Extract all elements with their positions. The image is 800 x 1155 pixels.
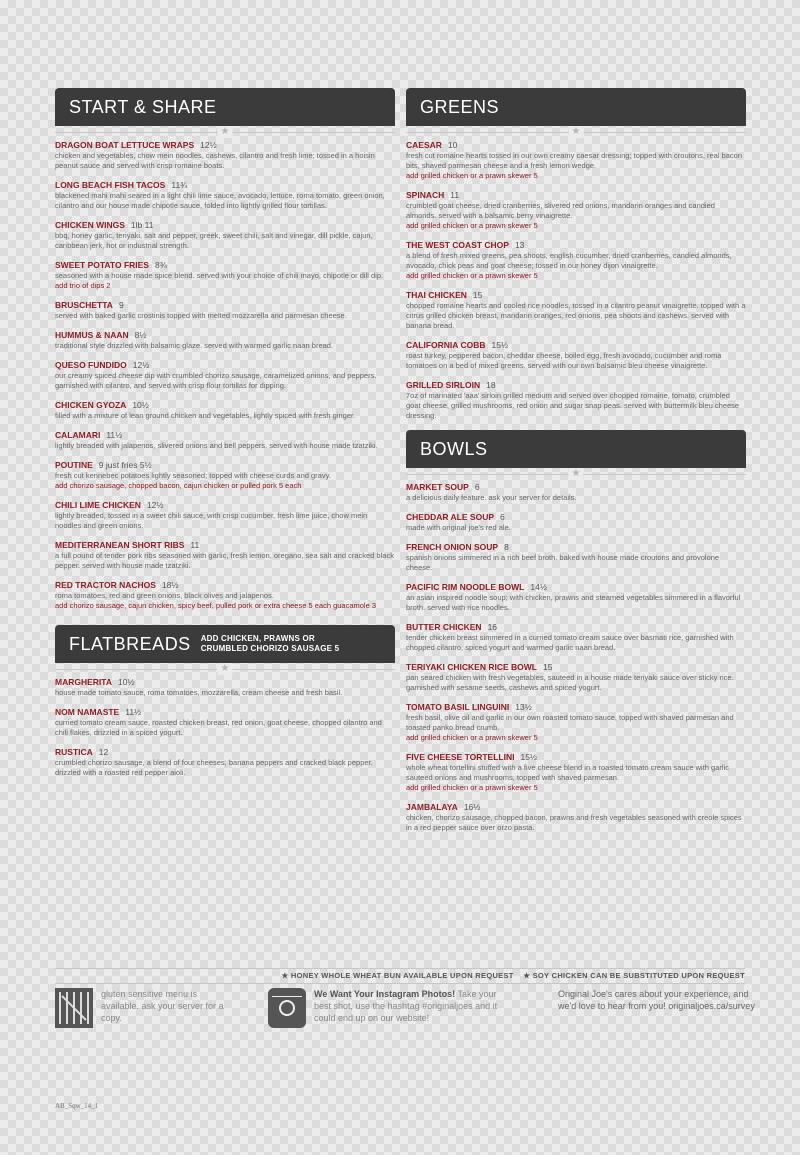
menu-item (55, 540, 395, 571)
menu-item-price: 10½ (132, 400, 149, 410)
menu-item-head (55, 747, 395, 758)
menu-item-price: 18 (486, 380, 496, 390)
menu-item-description: lightly breaded with jalapenos, slivered onions and bell peppers. served with house made tzatziki. (55, 441, 378, 450)
flatbreads-subtitle (201, 634, 340, 654)
star-icon: ★ (569, 468, 584, 480)
menu-item-description: bbq, honey garlic, teriyaki, salt and pepper, greek, sweet chili, salt and vinegar, dill pickle, cajun, caribbean jerk, hot or industrial strength. (55, 231, 373, 250)
menu-item-description: roma tomatoes, red and green onions, black olives and jalapenos. (55, 591, 274, 600)
menu-item-name: THAI CHICKEN (406, 290, 467, 300)
menu-item-head (406, 240, 746, 251)
menu-item-price: 11¾ (171, 180, 188, 190)
menu-item-description: crumbled goat cheese, dried cranberries, slivered red onions, mandarin oranges and candied almonds. served with a balsamic berry vinaigrette. (406, 201, 715, 220)
menu-item-head (55, 400, 395, 411)
start-share-header (55, 88, 395, 126)
menu-item-description: a blend of fresh mixed greens, pea shoots, english cucumber, dried cranberries, candied almonds, avocado, chick peas and goat cheese; tossed in our honey dijon vinaigrette. (406, 251, 732, 270)
menu-item-price: 6 (500, 512, 505, 522)
star-icon: ★ (218, 126, 233, 138)
menu-item (55, 300, 395, 321)
menu-page (40, 88, 760, 1138)
menu-item-price: 8 (504, 542, 509, 552)
menu-item-head (406, 702, 746, 713)
menu-item-head (55, 360, 395, 371)
right-column (406, 88, 746, 842)
menu-item-name: CHEDDAR ALE SOUP (406, 512, 494, 522)
instagram-icon (268, 988, 306, 1028)
menu-item-description: tender chicken breast simmered in a curried tomato cream sauce over basmati rice, garnished with chopped cilantro, spiced yogurt and warmed garlic naan bread. (406, 633, 734, 652)
greens-title: GREENS (420, 96, 500, 117)
menu-item (406, 702, 746, 743)
bowls-header (406, 430, 746, 468)
instagram-text: Take your best shot, use the hashtag #originaljoes and it could end up on our website! (314, 989, 498, 1023)
menu-item-name: DRAGON BOAT LETTUCE WRAPS (55, 140, 195, 150)
menu-item-addon: add chorizo sausage, chopped bacon, cajun chicken or pulled pork 5 each (55, 481, 302, 490)
menu-item (55, 330, 395, 351)
menu-item-head (406, 512, 746, 523)
flatbreads-subtitle-line2: CRUMBLED CHORIZO SAUSAGE 5 (200, 644, 340, 653)
menu-item-head (406, 290, 746, 301)
menu-item-head (406, 542, 746, 553)
menu-item (55, 580, 395, 611)
menu-item-addon: add grilled chicken or a prawn skewer 5 (406, 733, 538, 742)
greens-header (406, 88, 746, 126)
menu-item (406, 512, 746, 533)
menu-item-description: seasoned with a house made spice blend. served with your choice of chili mayo, chipotle or dill dip. (55, 271, 384, 280)
menu-item (55, 707, 395, 738)
menu-item (55, 360, 395, 391)
menu-item-name: RUSTICA (55, 747, 93, 757)
menu-item (55, 180, 395, 211)
menu-item-addon: add grilled chicken or a prawn skewer 5 (406, 221, 538, 230)
menu-item (406, 340, 746, 371)
menu-item-name: TERIYAKI CHICKEN RICE BOWL (406, 662, 537, 672)
menu-item-description: an asian inspired noodle soup; with chicken, prawns and steamed vegetables simmered in a flavorful broth. served with rice noodles. (406, 593, 741, 612)
bowls-title: BOWLS (420, 438, 488, 459)
menu-item-name: THE WEST COAST CHOP (406, 240, 509, 250)
menu-item-name: GRILLED SIRLOIN (406, 380, 481, 390)
menu-item (406, 752, 746, 793)
section-divider (406, 468, 746, 482)
menu-item-price: 11½ (106, 430, 123, 440)
menu-item-head (55, 220, 395, 231)
menu-item-description: chopped romaine hearts and cooled rice noodles, tossed in a cilantro peanut vinaigrette. topped with a citrus grilled chicken breast, mandarin oranges, red onions, pea shoots and cashews. served with banana bread. (406, 301, 746, 330)
menu-item-addon: add chorizo sausage, cajun chicken, spicy beef, pulled pork or extra cheese 5 each guacamole 3 (55, 601, 377, 610)
menu-item-name: JAMBALAYA (406, 802, 458, 812)
menu-item-price: 11 (190, 540, 200, 550)
menu-item-name: MARGHERITA (55, 677, 112, 687)
menu-item-description: 7oz of marinated 'aaa' sirloin grilled medium and served over chopped romaine, tomato, crumbled goat cheese, grilled mushrooms, red onion and sugar snap peas. served with buttermilk bleu cheese dressing. (406, 391, 740, 420)
menu-item-head (406, 752, 746, 763)
menu-item-description: made with original joe's red ale. (406, 523, 511, 532)
menu-item-description: filled with a mixture of lean ground chicken and vegetables, lightly spiced with fresh ginger. (55, 411, 356, 420)
menu-item (406, 622, 746, 653)
menu-item (406, 240, 746, 281)
menu-item-head (406, 380, 746, 391)
menu-item-name: POUTINE (55, 460, 93, 470)
section-divider (406, 126, 746, 140)
menu-item-addon: add grilled chicken or a prawn skewer 5 (406, 171, 538, 180)
menu-item (406, 662, 746, 693)
flatbreads-title: FLATBREADS (69, 633, 191, 654)
menu-item-price: 12½ (132, 360, 150, 370)
menu-item-price: 8½ (134, 330, 147, 340)
menu-item-head (55, 460, 395, 471)
menu-item-head (55, 260, 395, 271)
menu-item-head (406, 582, 746, 593)
menu-item-price: 9 (118, 300, 124, 310)
menu-item-description: fresh cut romaine hearts tossed in our own creamy caesar dressing; topped with croutons, real bacon bits, shaved parmesan cheese and a fresh lemon wedge. (406, 151, 743, 170)
menu-item-description: curried tomato cream sauce, roasted chicken breast, red onion, goat cheese, chopped cilantro and chili flakes, drizzled in a spiced yogurt. (55, 718, 382, 737)
menu-item (406, 542, 746, 573)
menu-item-name: CALIFORNIA COBB (406, 340, 486, 350)
menu-item-price: 10½ (117, 677, 135, 687)
left-column (55, 88, 395, 787)
menu-item-price: 16 (487, 622, 498, 632)
menu-item-description: house made tomato sauce, roma tomatoes, mozzarella, cream cheese and fresh basil. (55, 688, 343, 697)
menu-item (406, 582, 746, 613)
menu-item (55, 500, 395, 531)
menu-item-head (406, 140, 746, 151)
menu-item (55, 460, 395, 491)
menu-item-head (406, 190, 746, 201)
menu-item-price: 9 just fries 5½ (98, 460, 152, 470)
menu-item-price: 15 (472, 290, 483, 300)
menu-item-description: traditional style drizzled with balsamic glaze. served with warmed garlic naan bread. (55, 341, 334, 350)
start-share-title: START & SHARE (69, 96, 217, 117)
menu-item-price: 15½ (520, 752, 538, 762)
menu-item-addon: add trio of dips 2 (55, 281, 111, 290)
menu-item-name: MEDITERRANEAN SHORT RIBS (55, 540, 185, 550)
menu-item-description: blackened mahi mahi seared in a light chili lime sauce, avocado, lettuce, roma tomato, green onion, cilantro and our house made chipotle sauce, folded into lightly grilled flour tortillas. (55, 191, 385, 210)
flatbreads-list (55, 677, 395, 778)
menu-item-price: 16½ (463, 802, 481, 812)
menu-item-price: 12½ (200, 140, 217, 150)
menu-item-head (406, 662, 746, 673)
menu-item-price: 8¾ (154, 260, 167, 270)
menu-item (406, 482, 746, 503)
menu-item-head (406, 802, 746, 813)
menu-item-name: CALAMARI (55, 430, 101, 440)
instagram-footer (268, 988, 508, 1028)
menu-item (55, 140, 395, 171)
menu-item-name: FIVE CHEESE TORTELLINI (406, 752, 515, 762)
menu-item-head (55, 677, 395, 688)
menu-item-head (55, 300, 395, 311)
menu-item-head (55, 330, 395, 341)
menu-item-price: 10 (447, 140, 458, 150)
menu-item-name: CHICKEN WINGS (55, 220, 125, 230)
start-share-list (55, 140, 395, 611)
menu-item-price: 12½ (146, 500, 164, 510)
menu-item (406, 140, 746, 181)
menu-item-description: crumbled chorizo sausage, a blend of four cheeses, banana peppers and cracked black pepper. drizzled with a roasted red pepper aioli. (55, 758, 373, 777)
menu-item-head (55, 540, 395, 551)
menu-item-description: a delicious daily feature. ask your server for details. (406, 493, 577, 502)
flatbreads-subtitle-line1: ADD CHICKEN, PRAWNS OR (200, 634, 315, 643)
print-code: AB_Sqw_14_1 (55, 1102, 99, 1110)
menu-item (55, 430, 395, 451)
menu-item-name: BRUSCHETTA (55, 300, 113, 310)
request-notes (55, 968, 745, 984)
menu-item-price: 13 (514, 240, 525, 250)
section-divider (55, 663, 395, 677)
menu-item-name: CAESAR (406, 140, 442, 150)
menu-item-description: chicken, chorizo sausage, chopped bacon, prawns and fresh vegetables seasoned with creole spices in a red pepper sauce over orzo pasta. (406, 813, 742, 832)
gluten-text: gluten sensitive menu is available. ask your server for a copy. (101, 989, 224, 1023)
menu-item-name: SPINACH (406, 190, 445, 200)
menu-item (406, 290, 746, 331)
instagram-heading: We Want Your Instagram Photos! (314, 989, 456, 999)
menu-item-name: MARKET SOUP (406, 482, 469, 492)
menu-item (406, 380, 746, 421)
menu-item-name: BUTTER CHICKEN (406, 622, 482, 632)
menu-item-head (55, 430, 395, 441)
menu-item-description: chicken and vegetables, chow mein noodles, cashews, cilantro and fresh lime; tossed in a hoisin peanut sauce and served with crisp romaine boats. (55, 151, 375, 170)
menu-item-description: lightly breaded, tossed in a sweet chili sauce, with crisp cucumber, fresh lime juice, chow mein noodles and green onions. (55, 511, 368, 530)
star-icon: ★ (218, 663, 233, 675)
wheat-icon (55, 988, 93, 1028)
menu-item-description: fresh cut kennebec potatoes lightly seasoned; topped with cheese curds and gravy. (55, 471, 331, 480)
menu-item-head (55, 707, 395, 718)
survey-footer (558, 988, 758, 1012)
menu-item-price: 6 (474, 482, 480, 492)
menu-item-name: RED TRACTOR NACHOS (55, 580, 156, 590)
menu-item-addon: add grilled chicken or a prawn skewer 5 (406, 783, 538, 792)
menu-item-price: 11 (450, 190, 460, 200)
gluten-footer (55, 988, 235, 1028)
menu-item (55, 400, 395, 421)
menu-item-name: PACIFIC RIM NOODLE BOWL (406, 582, 525, 592)
menu-item-price: 18½ (161, 580, 179, 590)
bowls-list (406, 482, 746, 833)
menu-item-name: NOM NAMASTE (55, 707, 120, 717)
menu-item-description: served with baked garlic crostinis topped with melted mozzarella and parmesan cheese. (55, 311, 347, 320)
menu-item-price: 15 (542, 662, 553, 672)
menu-item-head (55, 580, 395, 591)
menu-item (406, 802, 746, 833)
menu-item-description: our creamy spiced cheese dip with crumbled chorizo sausage, caramelized onions, and peppers. garnished with cilantro, and served with crisp flour tortillas for dipping. (55, 371, 377, 390)
menu-item-name: HUMMUS & NAAN (55, 330, 129, 340)
menu-item-price: 11½ (125, 707, 142, 717)
menu-item-head (406, 340, 746, 351)
greens-list (406, 140, 746, 421)
menu-item (55, 220, 395, 251)
menu-item (406, 190, 746, 231)
menu-item-description: fresh basil, olive oil and garlic in our own roasted tomato sauce, topped with shaved parmesan and toasted panko bread crumb. (406, 713, 734, 732)
flatbreads-header (55, 625, 395, 663)
menu-item-head (55, 500, 395, 511)
menu-item-head (406, 622, 746, 633)
menu-item-head (55, 180, 395, 191)
menu-item-description: whole wheat tortellini stuffed with a five cheese blend in a roasted tomato cream sauce with garlic sauteed onions and mushrooms, topped with shaved parmesan. (406, 763, 729, 782)
menu-item-head (406, 482, 746, 493)
menu-item-price: 1lb 11 (130, 220, 154, 230)
star-icon: ★ (569, 126, 584, 138)
survey-text: Original Joe's cares about your experience, and we'd love to hear from you! originaljoes.ca/survey (558, 989, 755, 1011)
menu-item-name: FRENCH ONION SOUP (406, 542, 499, 552)
menu-item (55, 677, 395, 698)
menu-item-description: a full pound of tender pork ribs seasoned with garlic, fresh lemon, oregano, sea salt and cracked black pepper. served with house made tzatziki. (55, 551, 394, 570)
soy-note: ★ SOY CHICKEN CAN BE SUBSTITUTED UPON REQUEST (523, 971, 745, 980)
menu-item-price: 13½ (515, 702, 532, 712)
menu-item-head (55, 140, 395, 151)
menu-item-name: SWEET POTATO FRIES (55, 260, 149, 270)
menu-item (55, 260, 395, 291)
menu-item-name: TOMATO BASIL LINGUINI (406, 702, 510, 712)
menu-item (55, 747, 395, 778)
section-divider (55, 126, 395, 140)
menu-item-price: 15½ (491, 340, 509, 350)
bun-note: ★ HONEY WHOLE WHEAT BUN AVAILABLE UPON REQUEST (281, 971, 514, 980)
menu-item-description: spanish onions simmered in a rich beef broth. baked with house made croutons and provolone cheese. (406, 553, 720, 572)
menu-item-name: CHICKEN GYOZA (55, 400, 127, 410)
menu-item-price: 12 (98, 747, 109, 757)
menu-item-price: 14½ (530, 582, 547, 592)
menu-item-description: pan seared chicken with fresh vegetables, sauteed in a house made teriyaki sauce over sticky rice. garnished with sesame seeds, cashews and spiced yogurt. (406, 673, 734, 692)
menu-item-description: roast turkey, peppered bacon, cheddar cheese, boiled egg, fresh avocado, cucumber and roma tomatoes on a bed of mixed greens. served with our own balsamic bleu cheese vinaigrette. (406, 351, 722, 370)
menu-item-name: QUESO FUNDIDO (55, 360, 127, 370)
menu-item-name: LONG BEACH FISH TACOS (55, 180, 166, 190)
menu-item-name: CHILI LIME CHICKEN (55, 500, 141, 510)
menu-item-addon: add grilled chicken or a prawn skewer 5 (406, 271, 538, 280)
